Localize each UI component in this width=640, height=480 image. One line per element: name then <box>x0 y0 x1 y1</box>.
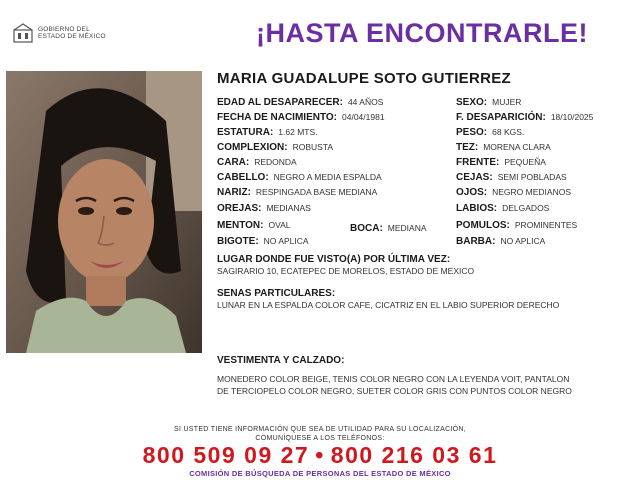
field-value: NEGRO MEDIANOS <box>492 187 571 197</box>
government-logo <box>12 20 122 46</box>
clothing-line-2: DE TERCIOPELO COLOR NEGRO, SUETER COLOR GRIS CON PUNTOS COLOR NEGRO <box>217 386 572 396</box>
field-value: REDONDA <box>254 157 297 167</box>
field-label: POMULOS: <box>456 220 510 231</box>
field-label: LABIOS: <box>456 203 498 214</box>
field-value: MORENA CLARA <box>483 142 551 152</box>
field-build <box>217 141 333 154</box>
field-mustache <box>217 235 309 248</box>
clothing-line-1: MONEDERO COLOR BEIGE, TENIS COLOR NEGRO CON LA LEYENDA VOIT, PANTALON <box>217 374 570 384</box>
field-value: OVAL <box>268 220 291 230</box>
field-value: MEDIANAS <box>266 203 311 213</box>
field-value: NO APLICA <box>500 236 546 246</box>
clothing-title: VESTIMENTA Y CALZADO: <box>217 355 345 366</box>
contact-notice <box>0 425 640 443</box>
distinguishing-marks-title: SENAS PARTICULARES: <box>217 288 336 299</box>
field-value: SEMI POBLADAS <box>497 172 567 182</box>
field-eyebrows <box>456 171 567 184</box>
field-chin <box>217 219 291 232</box>
phone-number-1[interactable]: 800 509 09 27 <box>142 442 310 468</box>
field-value: DELGADOS <box>502 203 550 213</box>
field-value: 18/10/2025 <box>550 112 594 122</box>
field-label: BARBA: <box>456 236 496 247</box>
field-label: BIGOTE: <box>217 236 259 247</box>
field-label: FRENTE: <box>456 157 500 168</box>
field-value: 68 KGS. <box>492 127 525 137</box>
field-value: 44 AÑOS <box>347 97 384 107</box>
field-value: ROBUSTA <box>292 142 334 152</box>
field-hair <box>217 171 382 184</box>
field-value: 1.62 MTS. <box>278 127 318 137</box>
field-disappearance-date <box>456 111 593 124</box>
field-face <box>217 156 297 169</box>
field-value: RESPINGADA BASE MEDIANA <box>255 187 378 197</box>
field-value: MUJER <box>492 97 522 107</box>
field-eyes <box>456 186 571 199</box>
field-mouth <box>350 222 427 235</box>
logo-text <box>38 26 106 41</box>
field-value: 04/04/1981 <box>342 112 385 122</box>
field-height <box>217 126 318 139</box>
field-label: OJOS: <box>456 187 488 198</box>
field-value: NO APLICA <box>263 236 309 246</box>
field-label: FECHA DE NACIMIENTO: <box>217 112 337 123</box>
field-sex <box>456 96 521 109</box>
field-label: SEXO: <box>456 97 488 108</box>
field-complexion <box>456 141 551 154</box>
state-emblem-icon <box>12 22 34 44</box>
field-age <box>217 96 383 109</box>
phone-numbers <box>0 442 640 469</box>
logo-line-1: GOBIERNO DEL <box>38 25 90 33</box>
field-label: MENTON: <box>217 220 264 231</box>
last-seen-text: SAGIRARIO 10, ECATEPEC DE MORELOS, ESTADO DE MEXICO <box>217 266 475 276</box>
field-label: OREJAS: <box>217 203 262 214</box>
phone-number-2[interactable]: 800 216 03 61 <box>330 442 498 468</box>
person-name: MARIA GUADALUPE SOTO GUTIERREZ <box>217 70 512 87</box>
headline: ¡HASTA ENCONTRARLE! <box>256 18 588 48</box>
logo-line-2: ESTADO DE MÉXICO <box>38 33 106 40</box>
field-label: ESTATURA: <box>217 127 274 138</box>
field-label: BOCA: <box>350 223 383 234</box>
missing-person-photo <box>6 71 202 353</box>
field-label: PESO: <box>456 127 488 138</box>
field-label: CABELLO: <box>217 172 269 183</box>
field-label: CEJAS: <box>456 172 493 183</box>
portrait-image <box>6 71 202 353</box>
field-label: CARA: <box>217 157 250 168</box>
notice-line-2: COMUNÍQUESE A LOS TELÉFONOS: <box>255 435 385 442</box>
field-value: NEGRO A MEDIA ESPALDA <box>273 172 382 182</box>
field-value: PEQUEÑA <box>504 157 546 167</box>
last-seen-title: LUGAR DONDE FUE VISTO(A) POR ÚLTIMA VEZ: <box>217 254 451 265</box>
field-beard <box>456 235 545 248</box>
field-label: NARIZ: <box>217 187 251 198</box>
field-ears <box>217 202 311 215</box>
field-cheekbones <box>456 219 577 232</box>
field-value: PROMINENTES <box>514 220 578 230</box>
field-birth-date <box>217 111 385 124</box>
field-weight <box>456 126 524 139</box>
field-nose <box>217 186 377 199</box>
field-label: COMPLEXION: <box>217 142 288 153</box>
separator-dot: • <box>315 442 325 468</box>
field-lips <box>456 202 549 215</box>
agency-name: COMISIÓN DE BÚSQUEDA DE PERSONAS DEL ESTADO DE MÉXICO <box>189 469 451 478</box>
distinguishing-marks-text: LUNAR EN LA ESPALDA COLOR CAFE, CICATRIZ EN EL LABIO SUPERIOR DERECHO <box>217 300 560 310</box>
field-forehead <box>456 156 546 169</box>
field-value: MEDIANA <box>387 223 427 233</box>
field-label: F. DESAPARICIÓN: <box>456 112 546 123</box>
field-label: EDAD AL DESAPARECER: <box>217 97 343 108</box>
notice-line-1: SI USTED TIENE INFORMACIÓN QUE SEA DE UTILIDAD PARA SU LOCALIZACIÓN, <box>173 426 467 433</box>
field-label: TEZ: <box>456 142 479 153</box>
